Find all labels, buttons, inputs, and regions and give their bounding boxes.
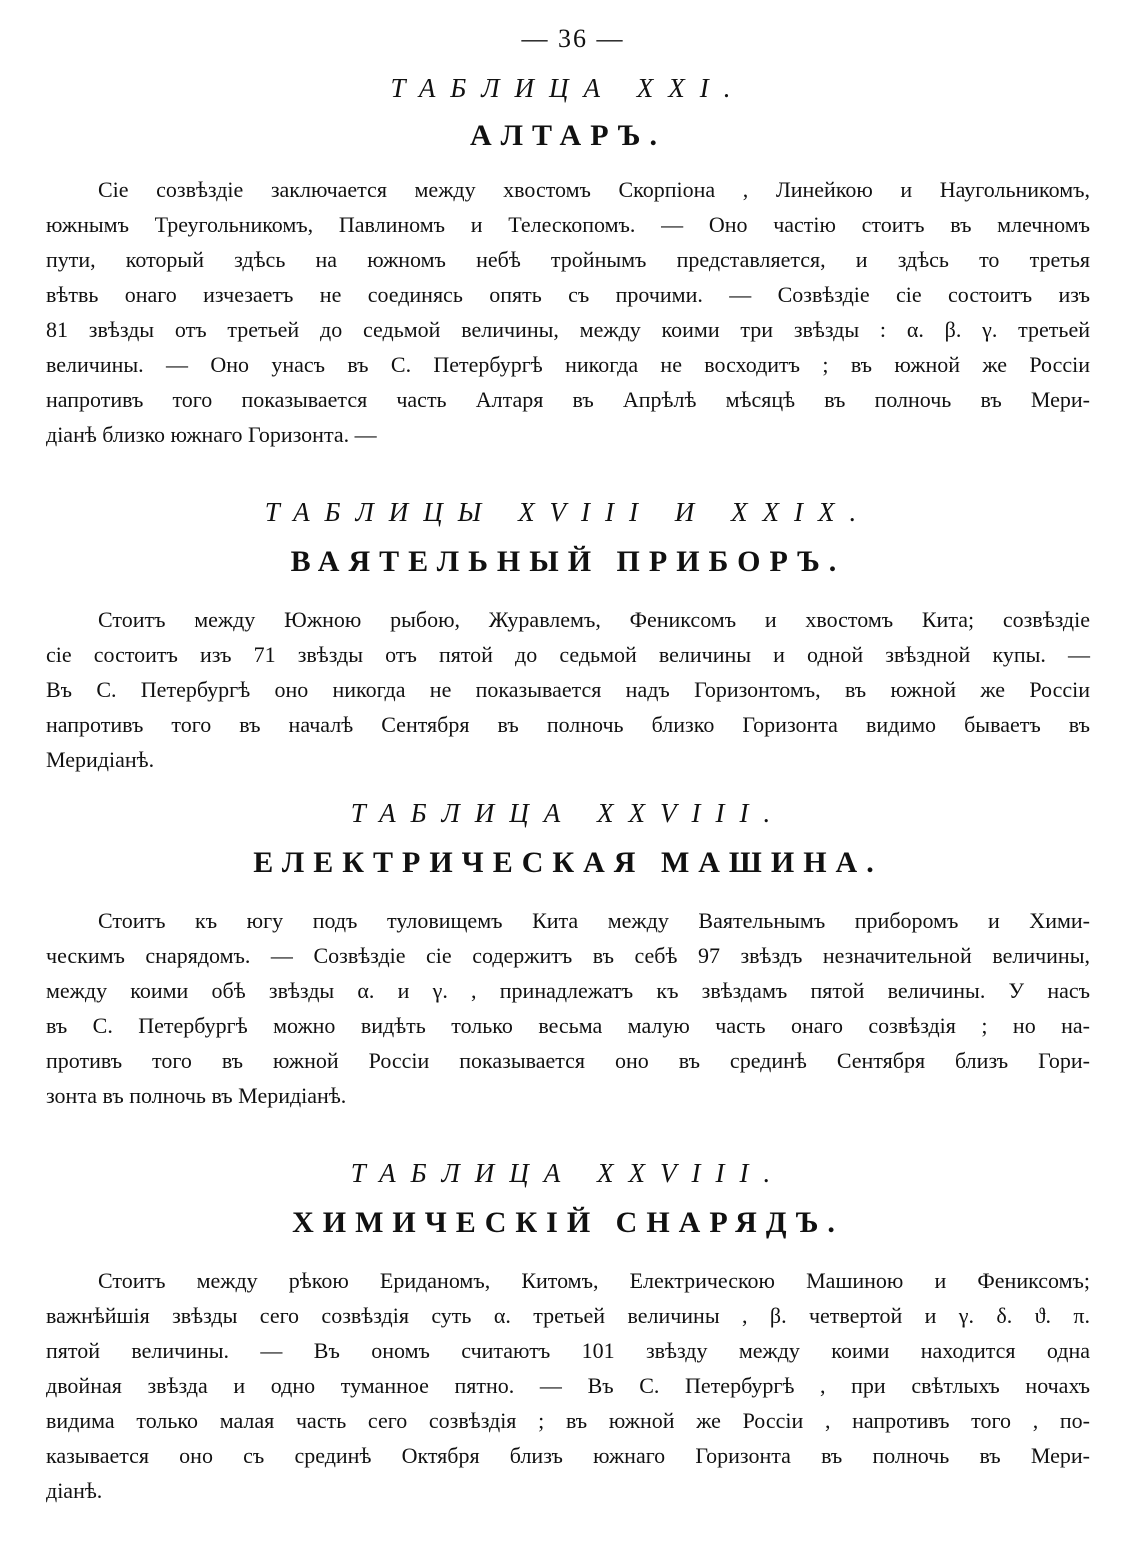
- paragraph-line: Стоитъ между Южною рыбою, Журавлемъ, Фениксомъ и хвостомъ Кита; созвѣздіе: [98, 607, 1090, 632]
- paragraph-line: зонта въ полночь въ Меридіанѣ.: [46, 1083, 347, 1108]
- section-paragraph: [46, 172, 1090, 452]
- paragraph-line: Сіе созвѣздіе заключается между хвостомъ Скорпіона , Линейкою и Наугольникомъ,: [98, 177, 1090, 202]
- paragraph-line: вѣтвь онаго изчезаетъ не соединясь опять съ прочими. — Созвѣздіе сіе состоитъ изъ: [46, 282, 1090, 307]
- section-title: АЛТАРЪ.: [470, 119, 666, 152]
- section-sculptor: [46, 494, 1090, 777]
- section-title: ХИМИЧЕСКІЙ СНАРЯДЪ.: [292, 1206, 844, 1239]
- section-electric-machine: [46, 795, 1090, 1113]
- section-paragraph: [46, 602, 1090, 777]
- section-title: ВАЯТЕЛЬНЫЙ ПРИБОРЪ.: [290, 545, 846, 578]
- paragraph-line: противъ того въ южной Россіи показывается оно въ срединѣ Сентября близъ Гори-: [46, 1048, 1090, 1073]
- paragraph-line: Меридіанѣ.: [46, 747, 155, 772]
- paragraph-line: 81 звѣзды отъ третьей до седьмой величины, между коими три звѣзды : α. β. γ. третьей: [46, 317, 1090, 342]
- paragraph-line: въ С. Петербургѣ можно видѣть только весьма малую часть онаго созвѣздія ; но на-: [46, 1013, 1090, 1038]
- paragraph-line: пятой величины. — Въ ономъ считаютъ 101 звѣзду между коими находится одна: [46, 1338, 1090, 1363]
- section-chemical-furnace: [46, 1155, 1090, 1508]
- section-title: ЕЛЕКТРИЧЕСКАЯ МАШИНА.: [253, 846, 883, 879]
- table-heading: ТАБЛИЦА XXI.: [390, 73, 746, 103]
- section-paragraph: [46, 903, 1090, 1113]
- paragraph-line: важнѣйшія звѣзды сего созвѣздія суть α. третьей величины , β. четвертой и γ. δ. ϑ. π.: [46, 1303, 1090, 1328]
- paragraph-line: двойная звѣзда и одно туманное пятно. — Въ С. Петербургѣ , при свѣтлыхъ ночахъ: [46, 1373, 1090, 1398]
- paragraph-line: діанѣ близко южнаго Горизонта. —: [46, 422, 377, 447]
- paragraph-line: Стоитъ къ югу подъ туловищемъ Кита между Ваятельнымъ приборомъ и Хими-: [98, 908, 1090, 933]
- table-heading: ТАБЛИЦЫ XVIII И XXIX.: [264, 497, 872, 527]
- table-heading: ТАБЛИЦА XXVIII.: [350, 798, 786, 828]
- paragraph-line: ческимъ снарядомъ. — Созвѣздіе сіе содержитъ въ себѣ 97 звѣздъ незначительной величины,: [46, 943, 1090, 968]
- paragraph-line: величины. — Оно унасъ въ С. Петербургѣ никогда не восходитъ ; въ южной же Россіи: [46, 352, 1090, 377]
- paragraph-line: казывается оно съ срединѣ Октября близъ южнаго Горизонта въ полночь въ Мери-: [46, 1443, 1090, 1468]
- paragraph-line: пути, который здѣсь на южномъ небѣ тройнымъ представляется, и здѣсь то третья: [46, 247, 1090, 272]
- table-heading: ТАБЛИЦА XXVIII.: [350, 1158, 786, 1188]
- paragraph-line: сіе состоитъ изъ 71 звѣзды отъ пятой до седьмой величины и одной звѣздной купы. —: [46, 642, 1090, 667]
- section-altar: [46, 70, 1090, 452]
- section-paragraph: [46, 1263, 1090, 1508]
- paragraph-line: южнымъ Треугольникомъ, Павлиномъ и Телескопомъ. — Оно частію стоитъ въ млечномъ: [46, 212, 1090, 237]
- paragraph-line: видима только малая часть сего созвѣздія ; въ южной же Россіи , напротивъ того , по-: [46, 1408, 1090, 1433]
- paragraph-line: напротивъ того показывается часть Алтаря въ Апрѣлѣ мѣсяцѣ въ полночь въ Мери-: [46, 387, 1090, 412]
- paragraph-line: діанѣ.: [46, 1478, 103, 1503]
- paragraph-line: Стоитъ между рѣкою Ериданомъ, Китомъ, Електрическою Машиною и Фениксомъ;: [98, 1268, 1090, 1293]
- paragraph-line: Въ С. Петербургѣ оно никогда не показывается надъ Горизонтомъ, въ южной же Россіи: [46, 677, 1090, 702]
- paragraph-line: напротивъ того въ началѣ Сентября въ полночь близко Горизонта видимо бываетъ въ: [46, 712, 1090, 737]
- page-number: — 36 —: [521, 24, 625, 53]
- paragraph-line: между коими обѣ звѣзды α. и γ. , принадлежатъ къ звѣздамъ пятой величины. У насъ: [46, 978, 1090, 1003]
